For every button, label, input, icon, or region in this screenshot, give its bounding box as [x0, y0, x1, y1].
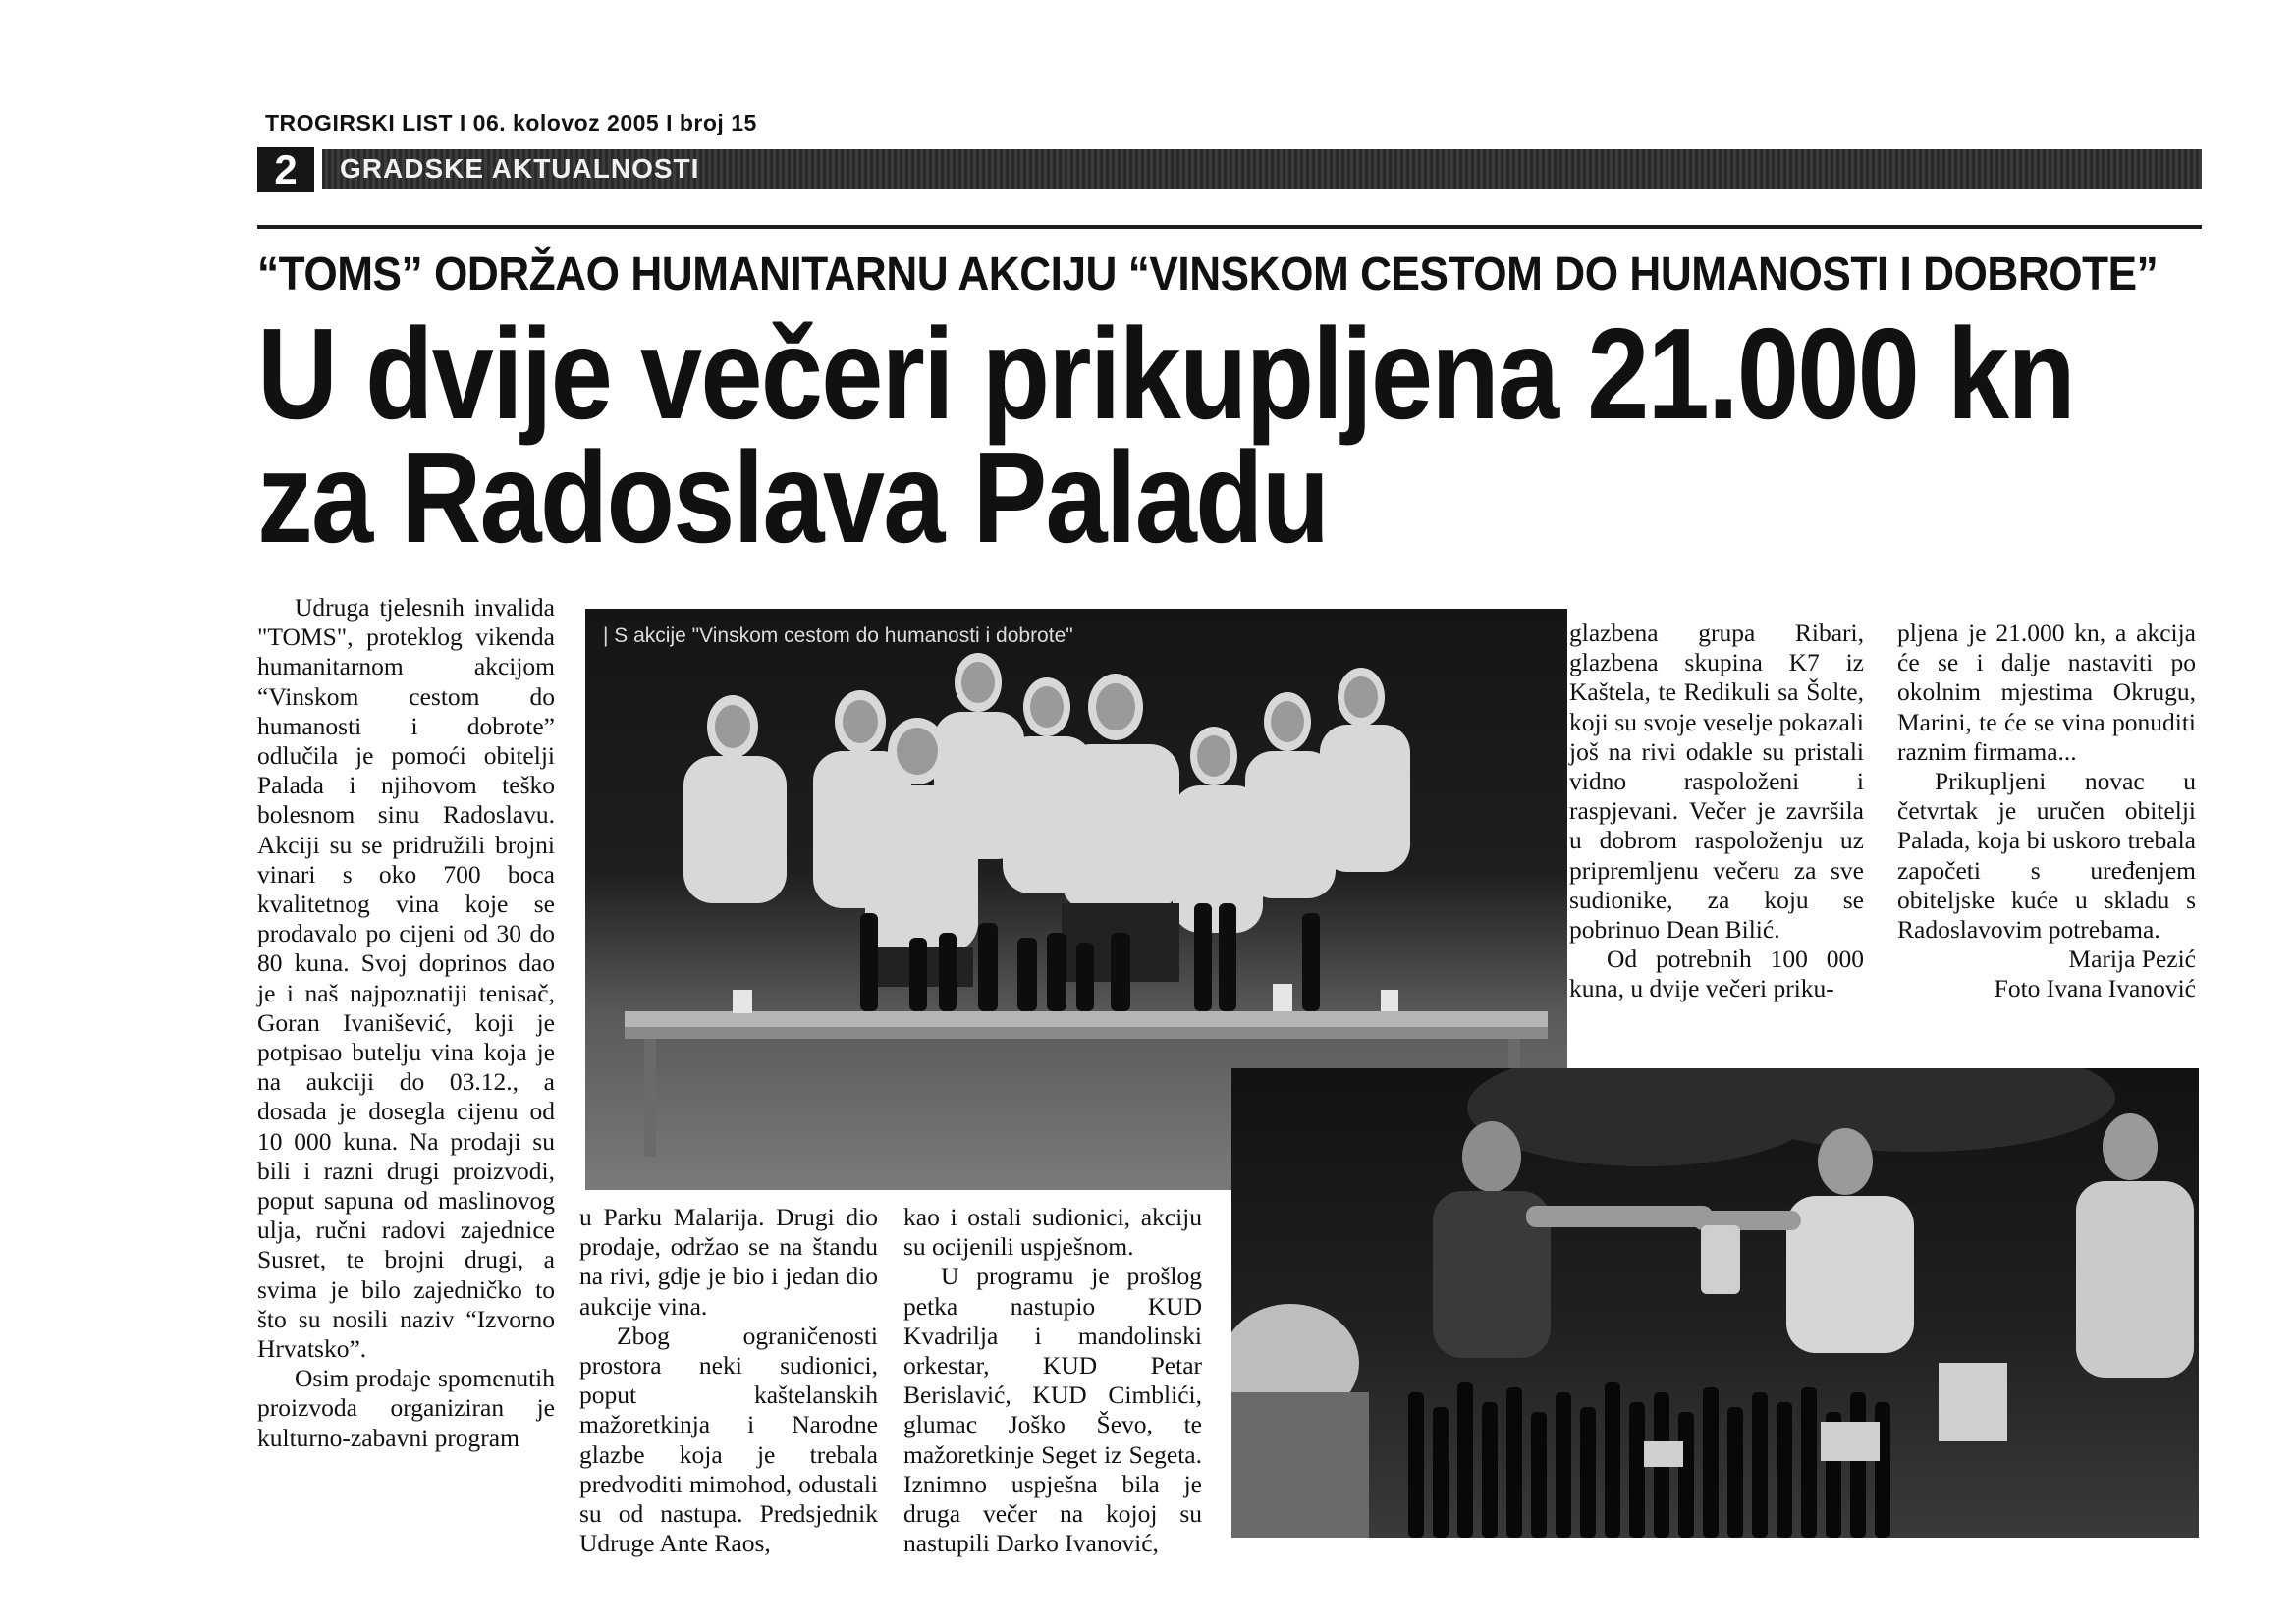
text-column-5: [1897, 619, 2196, 1004]
photo-caption: | S akcije "Vinskom cestom do humanosti i dobrote": [603, 624, 1073, 647]
article-kicker: “TOMS” ODRŽAO HUMANITARNU AKCIJU “VINSKOM CESTOM DO HUMANOSTI I DOBROTE”: [257, 248, 2159, 300]
masthead: TROGIRSKI LIST I 06. kolovoz 2005 I broj 15: [265, 110, 757, 135]
author-name: Marija Pezić: [2068, 945, 2196, 974]
headline-line-1: U dvije večeri prikupljena 21.000 kn: [257, 301, 2074, 446]
paragraph: Od potrebnih 100 000 kuna, u dvije večeri priku-: [1569, 945, 1864, 1003]
paragraph: Zbog ograničenosti prostora neki sudionici, poput kaštelanskih mažoretkinja i Narodne glazbe koja je trebala predvoditi mimohod, odustali su od nastupa. Predsjednik Udruge Ante Raos,: [579, 1321, 878, 1558]
paragraph: Udruga tjelesnih invalida "TOMS", proteklog vikenda humanitarnom akcijom “Vinskom cestom do humanosti i dobrote” odlučila je pomoći obitelji Palada i njihovom teško bolesnom sinu Radoslavu. Akciji su se pridružili brojni vinari s oko 700 boca kvalitetnog vina koje se prodavalo po cijeni od 30 do 80 kuna. Svoj doprinos dao je i naš najpoznatiji tenisač, Goran Ivanišević, koji je potpisao butelju vina koja je na aukciji do 03.12., a dosada je dosegla cijenu od 10 000 kuna. Na prodaji su bili i razni drugi proizvodi, poput sapuna od maslinovog ulja, ručni radovi zajednice Susret, te brojni drugi, a svima je bilo zajedničko to što su nosili naziv “Izvorno Hrvatsko”.: [257, 593, 555, 1364]
photo-credit: Foto Ivana Ivanović: [1994, 974, 2196, 1003]
section-bar: [257, 147, 2202, 192]
text-column-2: [579, 1203, 878, 1558]
paragraph: pljena je 21.000 kn, a akcija će se i dalje nastaviti po okolnim mjestima Okrugu, Marini, te će se vina ponuditi raznim firmama...: [1897, 619, 2196, 766]
section-strip: [322, 149, 2202, 189]
paragraph: U programu je prošlog petka nastupio KUD Kvadrilja i mandolinski orkestar, KUD Petar Berislavić, KUD Cimblići, glumac Joško Ševo, te mažoretkinje Seget iz Segeta. Iznimno uspješna bila je druga večer na kojoj su nastupili Darko Ivanović,: [903, 1262, 1202, 1558]
night-event-illustration: [1231, 1068, 2199, 1538]
header-rule: [257, 225, 2202, 229]
paragraph: Prikupljeni novac u četvrtak je uručen obitelji Palada, koja bi uskoro trebala započeti s uređenjem obiteljske kuće u skladu s Radoslavovim potrebama.: [1897, 767, 2196, 945]
night-event-photo: [1231, 1068, 2199, 1538]
paragraph: Osim prodaje spomenutih proizvoda organiziran je kulturno-zabavni program: [257, 1364, 555, 1452]
headline-line-2: za Radoslava Paladu: [257, 425, 1329, 569]
text-column-1: [257, 593, 555, 1453]
paragraph: u Parku Malarija. Drugi dio prodaje, održao se na štandu na rivi, gdje je bio i jedan dio aukcije vina.: [579, 1203, 878, 1321]
paragraph: kao i ostali sudionici, akciju su ocijenili uspješnom.: [903, 1203, 1202, 1262]
page-number: 2: [257, 147, 314, 192]
text-column-4: [1569, 619, 1864, 1004]
paragraph: glazbena grupa Ribari, glazbena skupina K7 iz Kaštela, te Redikuli sa Šolte, koji su svoje veselje pokazali još na rivi odakle su pristali vidno raspoloženi i raspjevani. Večer je završila u dobrom raspoloženju uz pripremljenu večeru za sve sudionike, za koju se pobrinuo Dean Bilić.: [1569, 619, 1864, 945]
text-column-3: [903, 1203, 1202, 1558]
section-label: GRADSKE AKTUALNOSTI: [340, 153, 700, 184]
article-headline: [257, 301, 2202, 569]
